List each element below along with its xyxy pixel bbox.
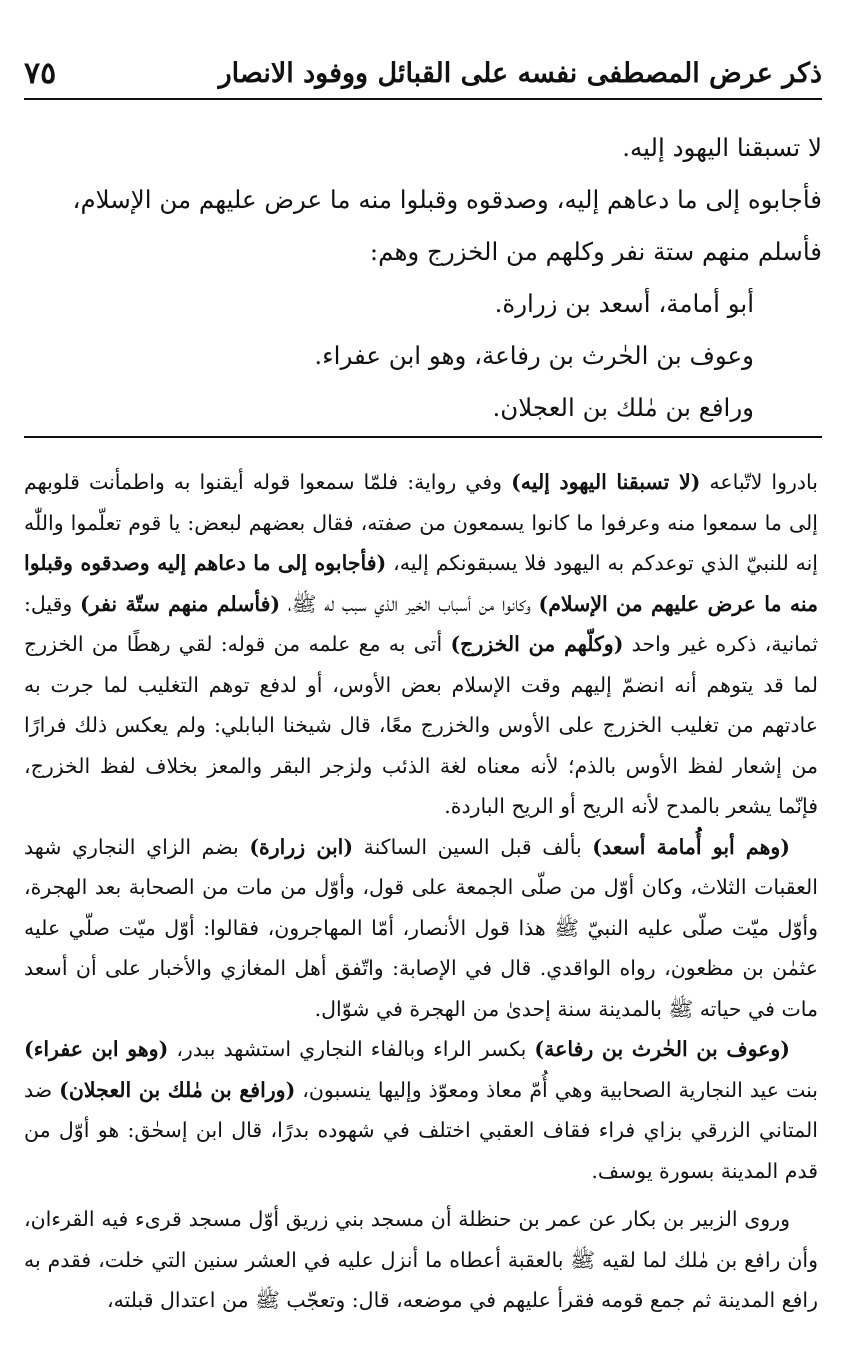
commentary-text: وروى الزبير بن بكار عن عمر بن حنظلة أن مسجد بني زريق أوّل مسجد قرىء فيه القرءان، وأن رافع بن مٰلك لما لقيه ﷺ بالعقبة أعطاه ما أنزل عليه في العشر سنين التي خلت، فقدم به رافع المدينة ثم جمع قومه فقرأ عليهم في موضعه، قال: وتعجّب ﷺ من اعتدال قبلته، bbox=[24, 1207, 818, 1312]
quoted-text: (فأسلم منهم ستّة نفر) bbox=[80, 591, 281, 616]
commentary bbox=[24, 462, 818, 1321]
quoted-text: (لا تسبقنا اليهود إليه) bbox=[511, 470, 701, 494]
commentary-text: وقيل: ثمانية، ذكره غير واحد bbox=[24, 591, 818, 656]
main-text-line: أبو أمامة، أسعد بن زرارة. bbox=[494, 289, 754, 318]
commentary-paragraph bbox=[24, 1029, 818, 1191]
commentary-text: بادروا لاتّباعه bbox=[700, 470, 818, 494]
quoted-text: (وهم أبو أُمامة أسعد) bbox=[592, 834, 790, 859]
commentary-text: أتى به مع علمه من قوله: لقي رهطًا من الخزرج لما قد يتوهم أنه انضمّ إليهم وقت الإسلام بعض الأوس، أو لدفع توهم التغليب لما جرت به عادتهم من تغليب الخزرج على الأوس والخزرج معًا، قال شيخنا البابلي: ولم يعكس ذلك فرارًا من إشعار لفظ الأوس بالذم؛ لأنه معناه لغة الذئب ولزجر البقر والمعز بخلاف لفظ الخزرج، فإنّما يشعر بالمدح لأنه الريح أو الريح الباردة. bbox=[24, 632, 818, 818]
main-text-line: لا تسبقنا اليهود إليه. bbox=[622, 133, 822, 162]
page-number: ٧٥ bbox=[24, 55, 57, 91]
main-text-line: وعوف بن الحٰرث بن رفاعة، وهو ابن عفراء. bbox=[314, 341, 754, 370]
commentary-paragraph bbox=[24, 1199, 818, 1321]
commentary-text: وفي رواية: فلمّا سمعوا قوله أيقنوا به واطمأنت قلوبهم إلى ما سمعوا منه وعرفوا ما كانوا يسمعون من صفته، فقال بعضهم لبعض: يا قوم تعلّموا واللّٰه إنه للنبيّ الذي توعدكم به اليهود فلا يسبقونكم إليه، bbox=[24, 470, 818, 575]
main-text-line: فأسلم منهم ستة نفر وكلهم من الخزرج وهم: bbox=[369, 237, 822, 266]
commentary-text: بضم الزاي النجاري شهد العقبات الثلاث، وكان أوّل من صلّى الجمعة على قول، وأوّل من مات من الصحابة بعد الهجرة، وأوّل ميّت صلّى عليه النبيّ ﷺ هذا قول الأنصار، أمّا المهاجرون، فقالوا: أوّل ميّت صلّي عليه عثمٰن بن مظعون، رواه الواقدي. قال في الإصابة: واتّفق أهل المغازي والأخبار على أن أسعد مات في حياته ﷺ بالمدينة سنة إحدىٰ من الهجرة في شوّال. bbox=[24, 834, 818, 1021]
quoted-text: (وعوف بن الحٰرث بن رفاعة) bbox=[534, 1037, 790, 1061]
commentary-text: وكانوا من أسباب الخير الذي سبب له ﷺ، bbox=[280, 591, 539, 616]
quoted-text: (ورافع بن مٰلك بن العجلان) bbox=[59, 1077, 296, 1102]
commentary-text: بألف قبل السين الساكنة bbox=[353, 834, 593, 859]
quoted-text: (وهو ابن عفراء) bbox=[24, 1037, 169, 1061]
running-title: ذكر عرض المصطفى نفسه على القبائل ووفود الانصار bbox=[218, 57, 822, 89]
quoted-text: (ابن زرارة) bbox=[249, 834, 354, 859]
commentary-text: بنت عيد النجارية الصحابية وهي أُمّ معاذ ومعوّذ وإليها ينسبون، bbox=[295, 1077, 818, 1102]
page-header bbox=[24, 50, 822, 96]
main-text-line: ورافع بن مٰلك بن العجلان. bbox=[492, 393, 754, 422]
main-text-line: فأجابوه إلى ما دعاهم إليه، وصدقوه وقبلوا منه ما عرض عليهم من الإسلام، bbox=[72, 185, 822, 214]
commentary-text: ضد المتاني الزرقي بزاي فراء فقاف العقبي اختلف في شهوده بدرًا، قال ابن إسحٰق: هو أوّل من قدم المدينة بسورة يوسف. bbox=[24, 1077, 818, 1183]
commentary-text: بكسر الراء وبالفاء النجاري استشهد ببدر، bbox=[168, 1037, 535, 1061]
commentary-separator bbox=[24, 436, 822, 438]
header-rule bbox=[24, 98, 822, 100]
main-text bbox=[18, 122, 822, 434]
quoted-text: (فأجابوه إلى ما دعاهم إليه وصدقوه وقبلوا منه ما عرض عليهم من الإسلام) bbox=[24, 551, 819, 616]
quoted-text: (وكلّهم من الخزرج) bbox=[450, 632, 624, 656]
commentary-paragraph bbox=[24, 462, 818, 827]
commentary-paragraph bbox=[24, 827, 818, 1030]
